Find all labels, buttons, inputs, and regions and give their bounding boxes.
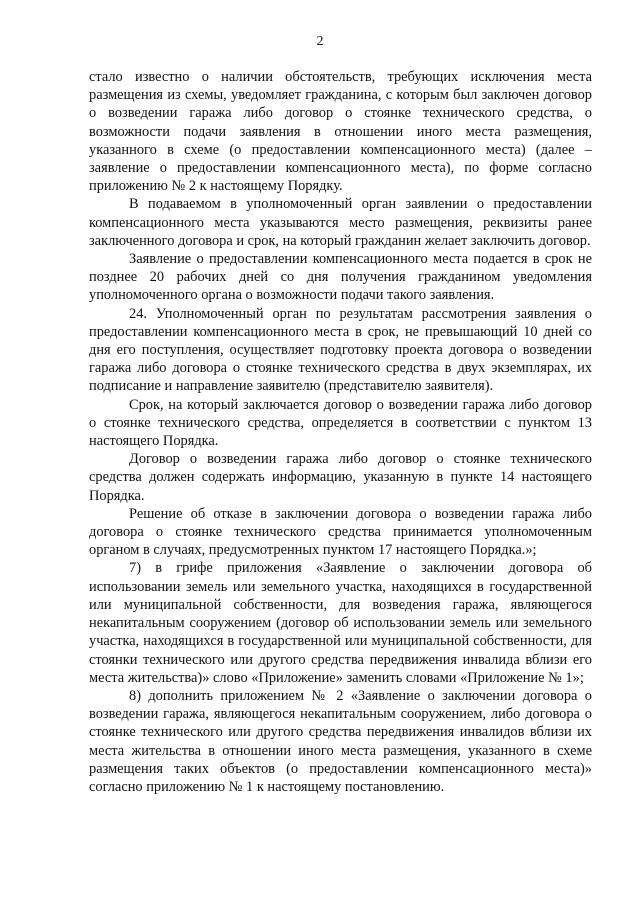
page-number: 2 xyxy=(316,34,324,49)
paragraph-refusal: Решение об отказе в заключении договора о возведении гаража либо договора о стоянке технического средства принимается уполномоченным органом в случаях, предусмотренных пунктом 17 настоящего Порядка.»; xyxy=(89,505,592,559)
paragraph-application-contents: В подаваемом в уполномоченный орган заявлении о предоставлении компенсационного места указываются место размещения, реквизиты ранее заключенного договора и срок, на который гражданин желает заключить договор. xyxy=(89,196,592,249)
paragraph-item-8: 8) дополнить приложением № 2 «Заявление о заключении договора о возведении гаража, являющегося некапитальным сооружением, либо договора о стоянке технического или другого средства передвижения инвалидов вблизи их места жительства в отношении иного места размещения, указанного в схеме размещения таких объектов (о предоставлении компенсационного места)» согласно приложению № 1 к настоящему постановлению. xyxy=(89,687,592,795)
paragraph-application-deadline: Заявление о предоставлении компенсационного места подается в срок не позднее 20 рабочих дней со дня получения гражданином уведомления уполномоченного органа о возможности подачи такого заявления. xyxy=(89,251,592,304)
paragraph-contract-term: Срок, на который заключается договор о возведении гаража либо договор о стоянке технического средства, определяется в соответствии с пунктом 13 настоящего Порядка. xyxy=(89,396,592,450)
paragraph-item-24: 24. Уполномоченный орган по результатам рассмотрения заявления о предоставлении компенсационного места в срок, не превышающий 10 дней со дня его поступления, осуществляет подготовку проекта договора о возведении гаража либо договора о стоянке технического средства в двух экземплярах, их подписание и направление заявителю (представителю заявителя). xyxy=(89,305,592,395)
paragraph-item-7: 7) в грифе приложения «Заявление о заключении договора об использовании земель или земельного участка, находящихся в государственной или муниципальной собственности, для возведения гаража, являющегося некапитальным сооружением (договор об использовании земель или земельного участка, находящихся в государственной или муниципальной собственности, для стоянки технического или другого средства передвижения инвалида вблизи его места жительства)» слово «Приложение» заменить словами «Приложение № 1»; xyxy=(89,560,592,686)
document-body xyxy=(89,68,592,796)
paragraph-contract-content: Договор о возведении гаража либо договор о стоянке технического средства должен содержать информацию, указанную в пункте 14 настоящего Порядка. xyxy=(89,451,592,504)
paragraph-continuation: стало известно о наличии обстоятельств, требующих исключения места размещения из схемы, уведомляет гражданина, с которым был заключен договор о возведении гаража либо договор о стоянке технического средства, о возможности подачи заявления в отношении иного места размещения, указанного в схеме (о предоставлении компенсационного места) (далее – заявление о предоставлении компенсационного места), по форме согласно приложению № 2 к настоящему Порядку. xyxy=(89,69,592,195)
